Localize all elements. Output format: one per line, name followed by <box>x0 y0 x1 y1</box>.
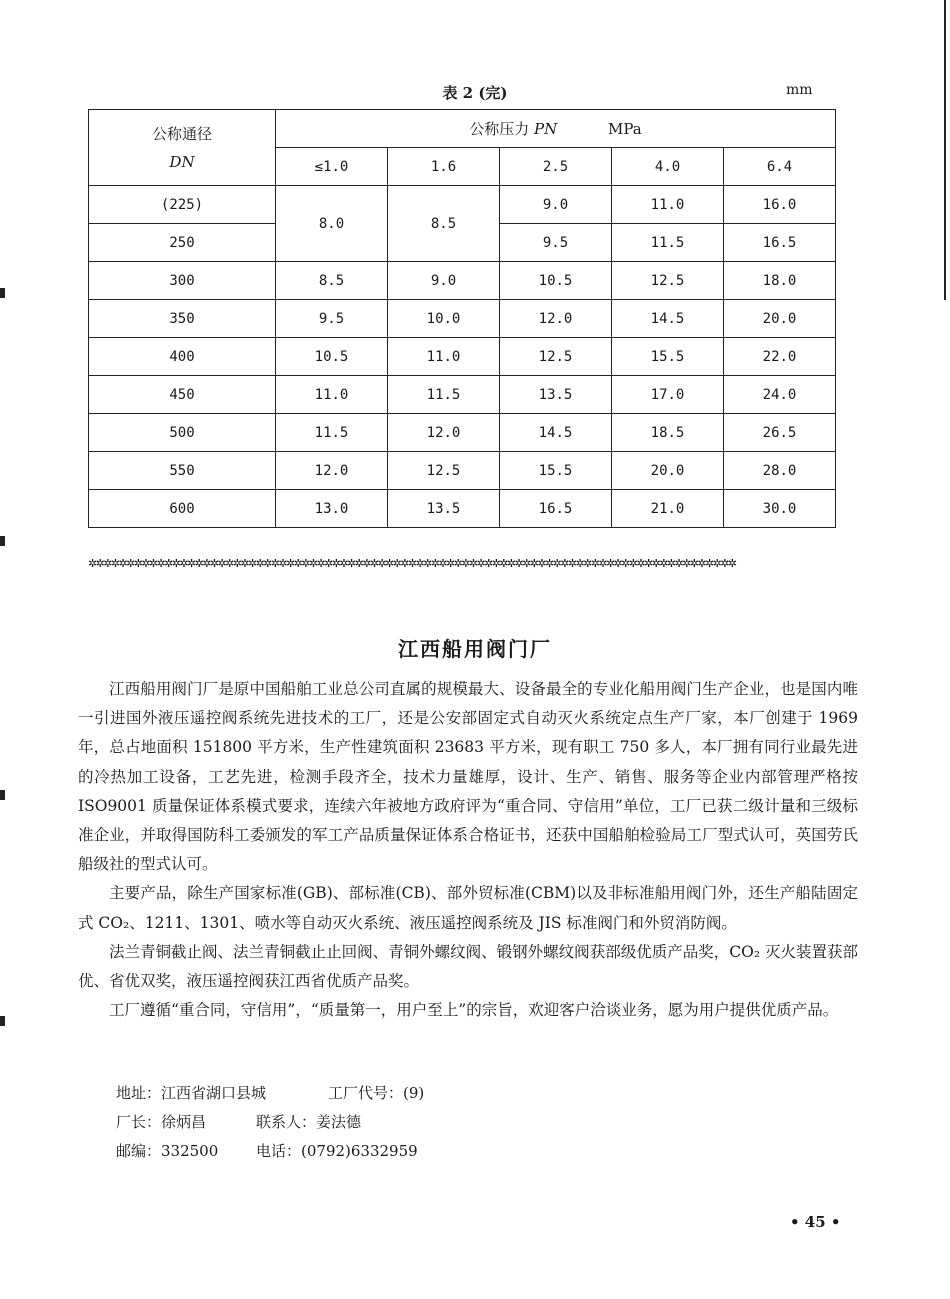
value-cell: 11.5 <box>388 376 500 414</box>
article-title: 江西船用阀门厂 <box>398 637 552 661</box>
value-cell: 20.0 <box>612 452 724 490</box>
article-paragraph: 法兰青铜截止阀、法兰青铜截止止回阀、青铜外螺纹阀、锻钢外螺纹阀获部级优质产品奖，CO₂ 灭火装置获部优、省优双奖，液压遥控阀获江西省优质产品奖。 <box>78 942 858 991</box>
article-paragraph: 江西船用阀门厂是原中国船舶工业总公司直属的规模最大、设备最全的专业化船用阀门生产企业，也是国内唯一引进国外液压遥控阀系统先进技术的工厂，还是公安部固定式自动灭火系统定点生产厂家，本厂创建于 1969 年，总占地面积 151800 平方米，生产性建筑面积 23683 平方米，现有职工 750 多人，本厂拥有同行业最先进的冷热加工设备，工艺先进，检测手段齐全，技术力量雄厚，设计、生产、销售、服务等企业内部管理严格按 ISO9001 质量保证体系模式要求，连续六年被地方政府评为“重合同、守信用”单位，工厂已获二级计量和三级标准企业，并取得国防科工委颁发的军工产品质量保证体系合格证书，还获中国船舶检验局工厂型式认可，英国劳氏船级社的型式认可。 <box>78 680 858 874</box>
value-cell: 18.5 <box>612 414 724 452</box>
scan-edge-mark <box>0 790 5 800</box>
value-cell: 12.0 <box>500 300 612 338</box>
dn-cell: 350 <box>89 300 276 338</box>
value-cell: 12.5 <box>500 338 612 376</box>
table-row <box>89 186 836 224</box>
value-cell: 28.0 <box>724 452 836 490</box>
value-cell: 8.0 <box>276 186 388 262</box>
value-cell: 15.5 <box>612 338 724 376</box>
article-paragraph: 主要产品，除生产国家标准(GB)、部标准(CB)、部外贸标准(CBM)以及非标准船用阀门外，还生产船陆固定式 CO₂、1211、1301、喷水等自动灭火系统、液压遥控阀系统及 JIS 标准阀门和外贸消防阀。 <box>78 884 858 932</box>
table-row <box>89 338 836 376</box>
value-cell: 9.5 <box>500 224 612 262</box>
value-cell: 8.5 <box>276 262 388 300</box>
value-cell: 18.0 <box>724 262 836 300</box>
pressure-header: 6.4 <box>724 148 836 186</box>
value-cell: 15.5 <box>500 452 612 490</box>
table-row <box>89 376 836 414</box>
value-cell: 14.5 <box>500 414 612 452</box>
value-cell: 11.0 <box>388 338 500 376</box>
table-unit: mm <box>786 82 813 98</box>
flange-thickness-table <box>88 109 836 528</box>
scan-edge-line <box>944 0 946 300</box>
value-cell: 10.0 <box>388 300 500 338</box>
address: 地址：江西省湖口县城 <box>116 1084 267 1102</box>
value-cell: 11.5 <box>276 414 388 452</box>
dn-cell: 500 <box>89 414 276 452</box>
value-cell: 30.0 <box>724 490 836 528</box>
phone: 电话：(0792)6332959 <box>256 1142 418 1160</box>
value-cell: 16.0 <box>724 186 836 224</box>
table-row <box>89 490 836 528</box>
value-cell: 21.0 <box>612 490 724 528</box>
page-number: • 45 • <box>790 1213 841 1231</box>
value-cell: 13.5 <box>388 490 500 528</box>
contact-line <box>116 1082 424 1103</box>
value-cell: 16.5 <box>500 490 612 528</box>
value-cell: 12.5 <box>612 262 724 300</box>
table-row <box>89 300 836 338</box>
scan-edge-mark <box>0 288 5 298</box>
value-cell: 13.5 <box>500 376 612 414</box>
value-cell: 12.5 <box>388 452 500 490</box>
header-nominal-pressure <box>276 110 836 148</box>
article-paragraph: 工厂遵循“重合同，守信用”，“质量第一，用户至上”的宗旨，欢迎客户洽谈业务，愿为用户提供优质产品。 <box>109 1001 839 1020</box>
director: 厂长：徐炳昌 <box>116 1113 207 1131</box>
header-nominal-diameter <box>89 110 276 186</box>
value-cell: 11.0 <box>612 186 724 224</box>
dn-label: 公称通径 <box>151 124 212 143</box>
contact-line <box>116 1111 361 1132</box>
scan-edge-mark <box>0 1016 5 1026</box>
value-cell: 13.0 <box>276 490 388 528</box>
value-cell: 11.5 <box>612 224 724 262</box>
table-row <box>89 452 836 490</box>
scan-edge-mark <box>0 536 5 546</box>
value-cell: 22.0 <box>724 338 836 376</box>
article-body <box>78 675 858 1025</box>
dn-symbol: DN <box>169 152 195 171</box>
pressure-header: 4.0 <box>612 148 724 186</box>
value-cell: 10.5 <box>276 338 388 376</box>
dn-cell: 300 <box>89 262 276 300</box>
value-cell: 26.5 <box>724 414 836 452</box>
dn-cell: 400 <box>89 338 276 376</box>
contact-person: 联系人：姜法德 <box>256 1113 362 1131</box>
value-cell: 9.0 <box>388 262 500 300</box>
contact-line <box>116 1140 418 1161</box>
value-cell: 17.0 <box>612 376 724 414</box>
decorative-divider: ✲✲✲✲✲✲✲✲✲✲✲✲✲✲✲✲✲✲✲✲✲✲✲✲✲✲✲✲✲✲✲✲✲✲✲✲✲✲✲✲✲✲✲✲✲✲✲✲✲✲✲✲✲✲✲✲✲✲✲✲✲✲✲✲✲✲✲✲✲✲✲✲✲✲✲✲✲✲✲✲✲✲✲✲✲ <box>88 557 736 570</box>
pn-unit: MPa <box>608 120 642 138</box>
dn-cell: 450 <box>89 376 276 414</box>
value-cell: 11.0 <box>276 376 388 414</box>
dn-cell: 550 <box>89 452 276 490</box>
value-cell: 24.0 <box>724 376 836 414</box>
pn-symbol: PN <box>534 120 558 138</box>
value-cell: 12.0 <box>276 452 388 490</box>
table-row <box>89 414 836 452</box>
dn-cell: 600 <box>89 490 276 528</box>
value-cell: 12.0 <box>388 414 500 452</box>
value-cell: 16.5 <box>724 224 836 262</box>
value-cell: 10.5 <box>500 262 612 300</box>
value-cell: 20.0 <box>724 300 836 338</box>
value-cell: 9.0 <box>500 186 612 224</box>
pressure-header: ≤1.0 <box>276 148 388 186</box>
value-cell: 14.5 <box>612 300 724 338</box>
value-cell: 9.5 <box>276 300 388 338</box>
dn-cell: (225) <box>89 186 276 224</box>
pressure-header: 1.6 <box>388 148 500 186</box>
dn-cell: 250 <box>89 224 276 262</box>
postcode: 邮编：332500 <box>116 1142 219 1160</box>
pn-label: 公称压力 <box>469 120 530 138</box>
pressure-header: 2.5 <box>500 148 612 186</box>
factory-code: 工厂代号：(9) <box>328 1084 425 1102</box>
value-cell: 8.5 <box>388 186 500 262</box>
table-caption: 表 2 (完) <box>442 84 508 102</box>
table-row <box>89 262 836 300</box>
